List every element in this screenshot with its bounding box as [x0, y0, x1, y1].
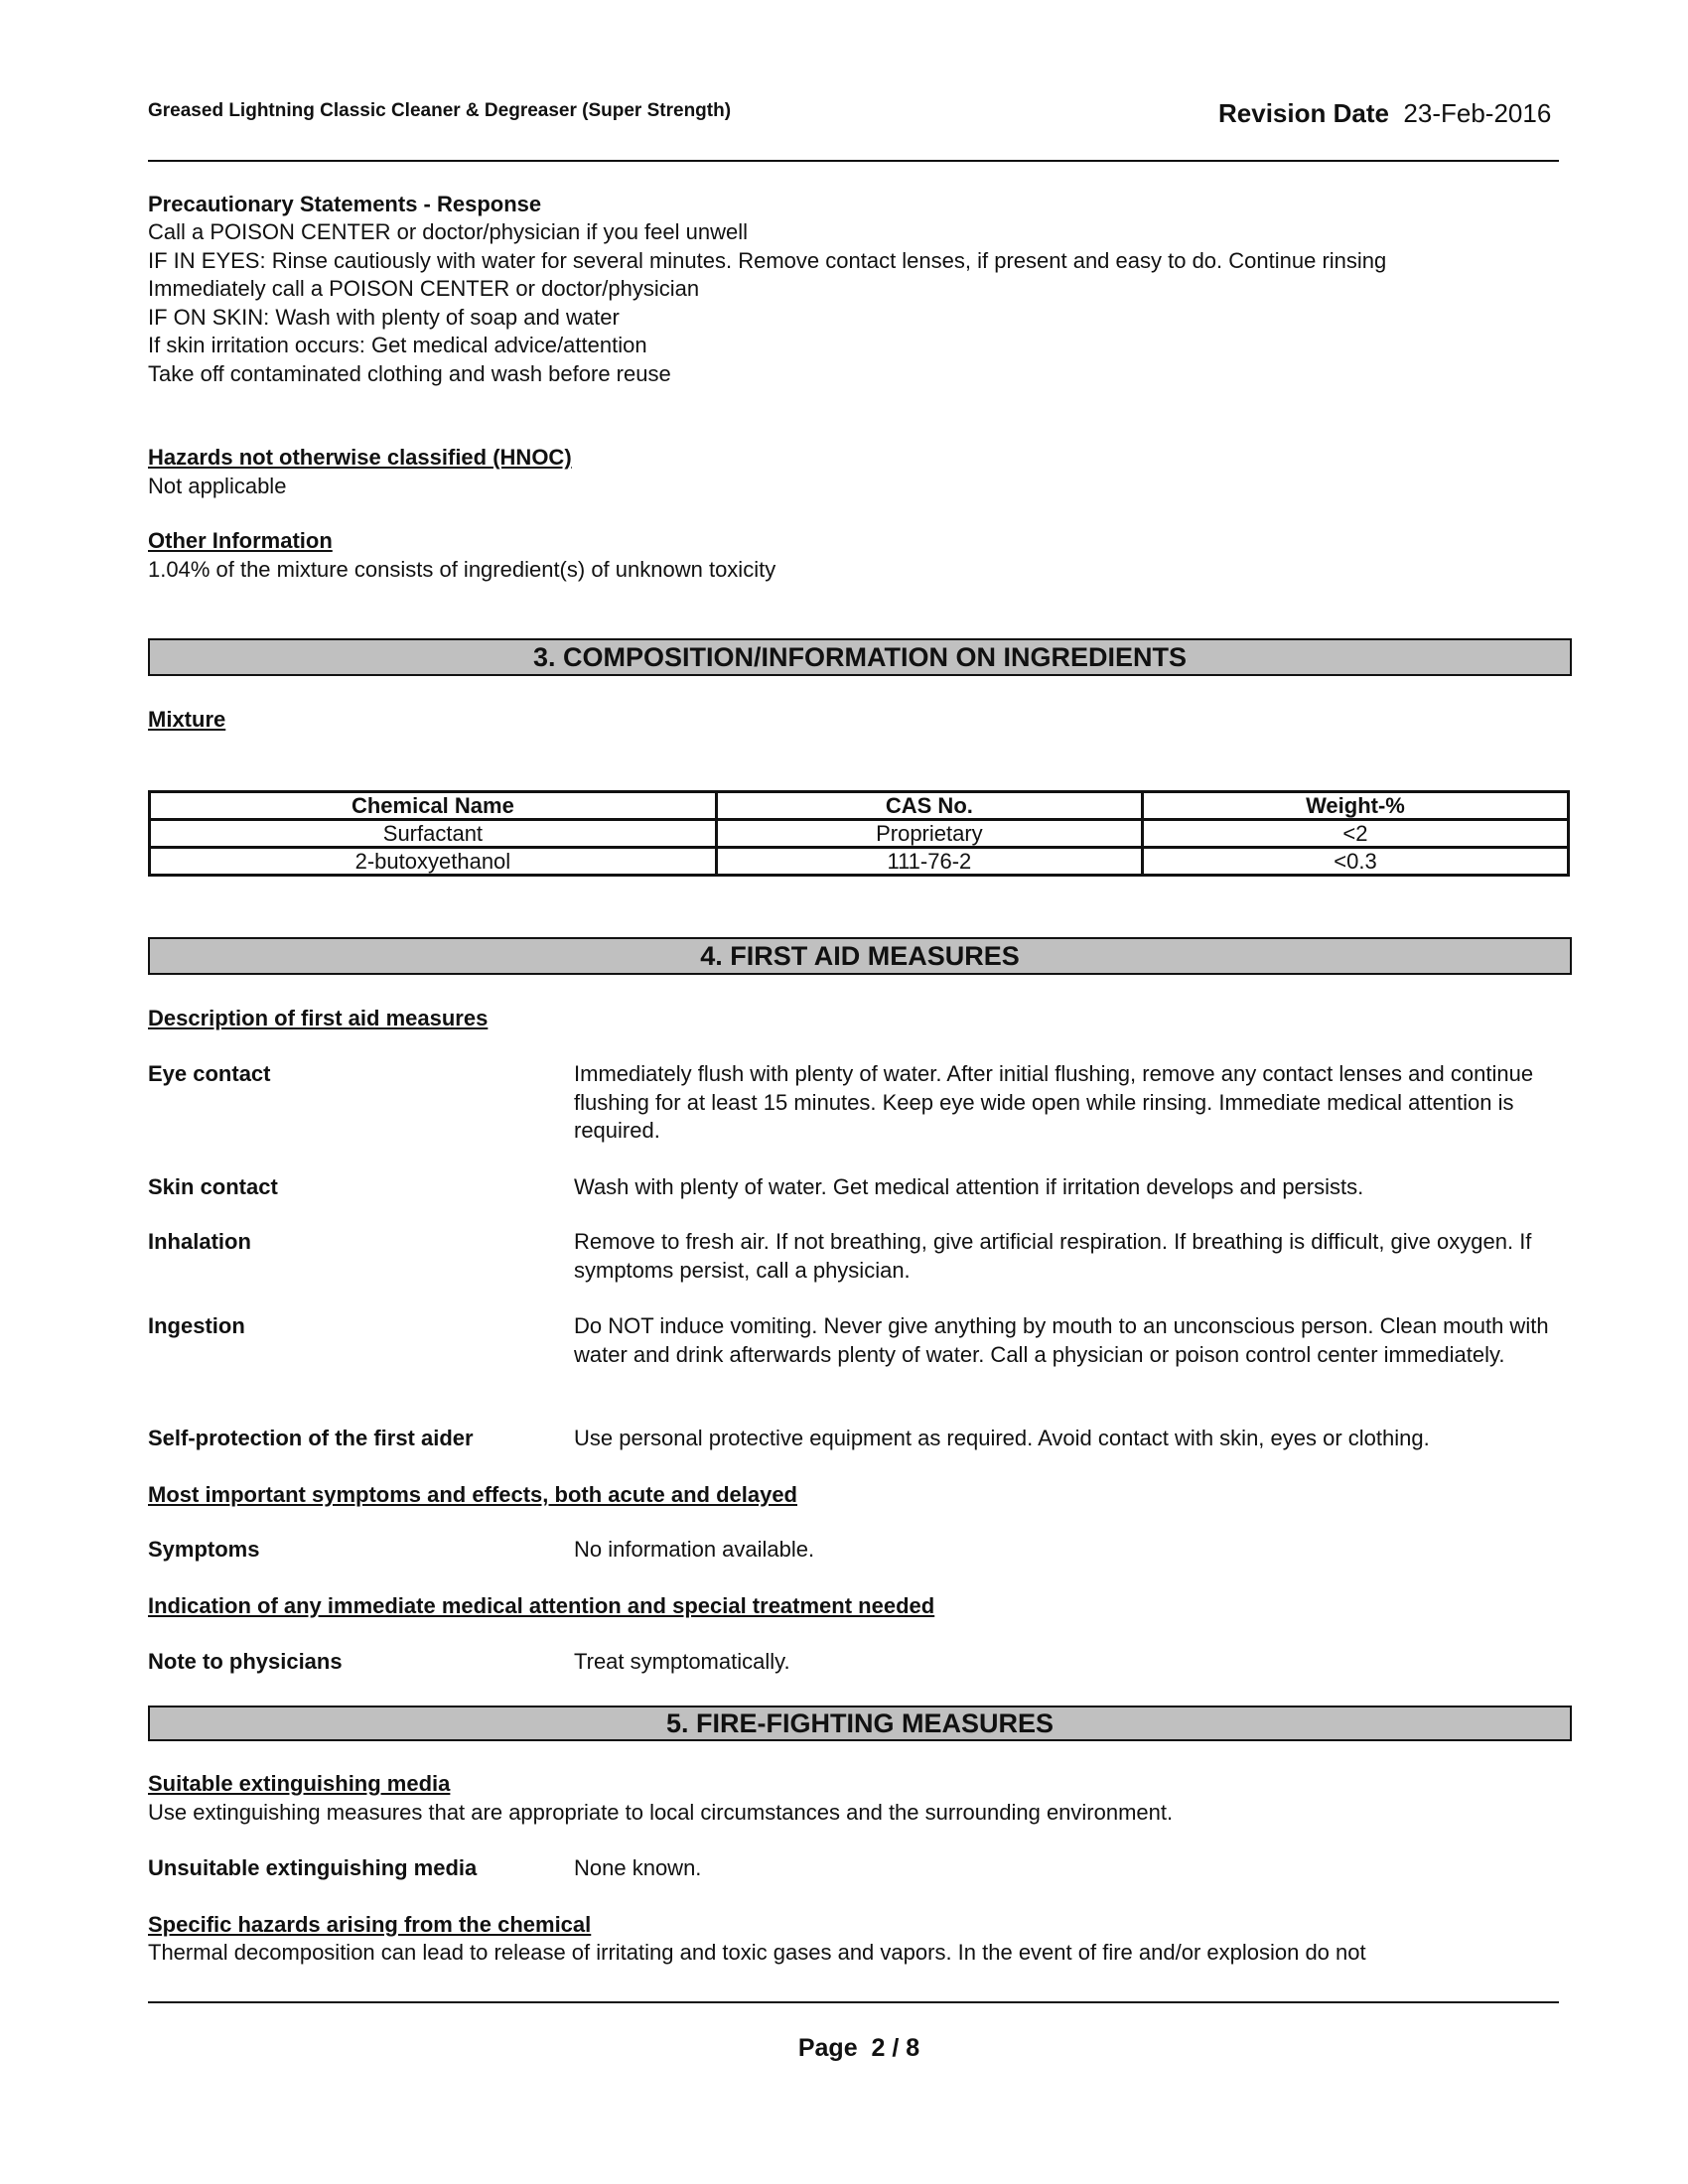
- revision: [1218, 99, 1551, 127]
- symptoms-label: Symptoms: [148, 1537, 260, 1562]
- inhalation-label: Inhalation: [148, 1229, 251, 1254]
- note-text: Treat symptomatically.: [574, 1649, 790, 1674]
- eye-contact-label: Eye contact: [148, 1061, 271, 1086]
- section-4-header: 4. FIRST AID MEASURES: [148, 937, 1572, 975]
- table-cell: Surfactant: [150, 820, 717, 848]
- inhalation-text: Remove to fresh air. If not breathing, give artificial respiration. If breathing is difficult, give oxygen. If symptoms persist, call a physician.: [574, 1229, 1532, 1283]
- precautionary-line: Take off contaminated clothing and wash before reuse: [148, 361, 671, 386]
- suitable-media-text: Use extinguishing measures that are appropriate to local circumstances and the surrounding environment.: [148, 1800, 1174, 1825]
- header-rule: [148, 160, 1559, 162]
- revision-label: Revision Date: [1218, 98, 1389, 128]
- ingestion-text: Do NOT induce vomiting. Never give anything by mouth to an unconscious person. Clean mouth with water and drink afterwards plenty of water. Call a physician or poison control center immediately.: [574, 1313, 1549, 1367]
- table-cell: 111-76-2: [716, 848, 1142, 876]
- page-number: Page 2 / 8: [797, 2034, 920, 2062]
- section-5-header: 5. FIRE-FIGHTING MEASURES: [148, 1706, 1572, 1741]
- precautionary-line: IF ON SKIN: Wash with plenty of soap and water: [148, 305, 620, 330]
- unsuitable-media-label: Unsuitable extinguishing media: [148, 1855, 478, 1880]
- indication-title: Indication of any immediate medical attention and special treatment needed: [148, 1593, 935, 1618]
- suitable-media-title: Suitable extinguishing media: [148, 1771, 451, 1796]
- product-name: Greased Lightning Classic Cleaner & Degreaser (Super Strength): [148, 100, 732, 121]
- ingestion-label: Ingestion: [148, 1313, 245, 1338]
- specific-hazards-title: Specific hazards arising from the chemical: [148, 1912, 592, 1937]
- section-3-header: 3. COMPOSITION/INFORMATION ON INGREDIENTS: [148, 638, 1572, 676]
- other-info-title: Other Information: [148, 528, 333, 553]
- skin-contact-label: Skin contact: [148, 1174, 278, 1199]
- precautionary-line: Call a POISON CENTER or doctor/physician if you feel unwell: [148, 219, 749, 244]
- symptoms-title: Most important symptoms and effects, both acute and delayed: [148, 1482, 797, 1507]
- table-row: [150, 848, 1569, 876]
- hnoc-text: Not applicable: [148, 474, 287, 498]
- other-info-text: 1.04% of the mixture consists of ingredient(s) of unknown toxicity: [148, 557, 776, 582]
- unsuitable-media-text: None known.: [574, 1855, 702, 1880]
- table-cell: <0.3: [1142, 848, 1568, 876]
- revision-date: 23-Feb-2016: [1403, 98, 1552, 128]
- table-cell: Proprietary: [716, 820, 1142, 848]
- precautionary-line: IF IN EYES: Rinse cautiously with water for several minutes. Remove contact lenses, if present and easy to do. Continue rinsing: [148, 248, 1387, 273]
- ingredients-table: [148, 790, 1570, 877]
- table-header-row: [150, 792, 1569, 820]
- precautionary-line: If skin irritation occurs: Get medical advice/attention: [148, 333, 647, 357]
- column-header: Weight-%: [1142, 792, 1568, 820]
- self-protection-label: Self-protection of the first aider: [148, 1426, 474, 1450]
- first-aid-description-title: Description of first aid measures: [148, 1006, 489, 1030]
- self-protection-text: Use personal protective equipment as required. Avoid contact with skin, eyes or clothing.: [574, 1426, 1430, 1450]
- hnoc-title: Hazards not otherwise classified (HNOC): [148, 445, 572, 470]
- table-cell: 2-butoxyethanol: [150, 848, 717, 876]
- symptoms-text: No information available.: [574, 1537, 815, 1562]
- note-label: Note to physicians: [148, 1649, 343, 1674]
- footer-rule: [148, 2001, 1559, 2003]
- precautionary-line: Immediately call a POISON CENTER or doctor/physician: [148, 276, 700, 301]
- table-row: [150, 820, 1569, 848]
- eye-contact-text: Immediately flush with plenty of water. After initial flushing, remove any contact lenses and continue flushing for at least 15 minutes. Keep eye wide open while rinsing. Immediate medical attention is required.: [574, 1061, 1534, 1143]
- table-cell: <2: [1142, 820, 1568, 848]
- precautionary-title: Precautionary Statements - Response: [148, 192, 542, 216]
- column-header: Chemical Name: [150, 792, 717, 820]
- skin-contact-text: Wash with plenty of water. Get medical attention if irritation develops and persists.: [574, 1174, 1364, 1199]
- column-header: CAS No.: [716, 792, 1142, 820]
- mixture-title: Mixture: [148, 707, 226, 732]
- specific-hazards-text: Thermal decomposition can lead to release of irritating and toxic gases and vapors. In the event of fire and/or explosion do not: [148, 1940, 1366, 1965]
